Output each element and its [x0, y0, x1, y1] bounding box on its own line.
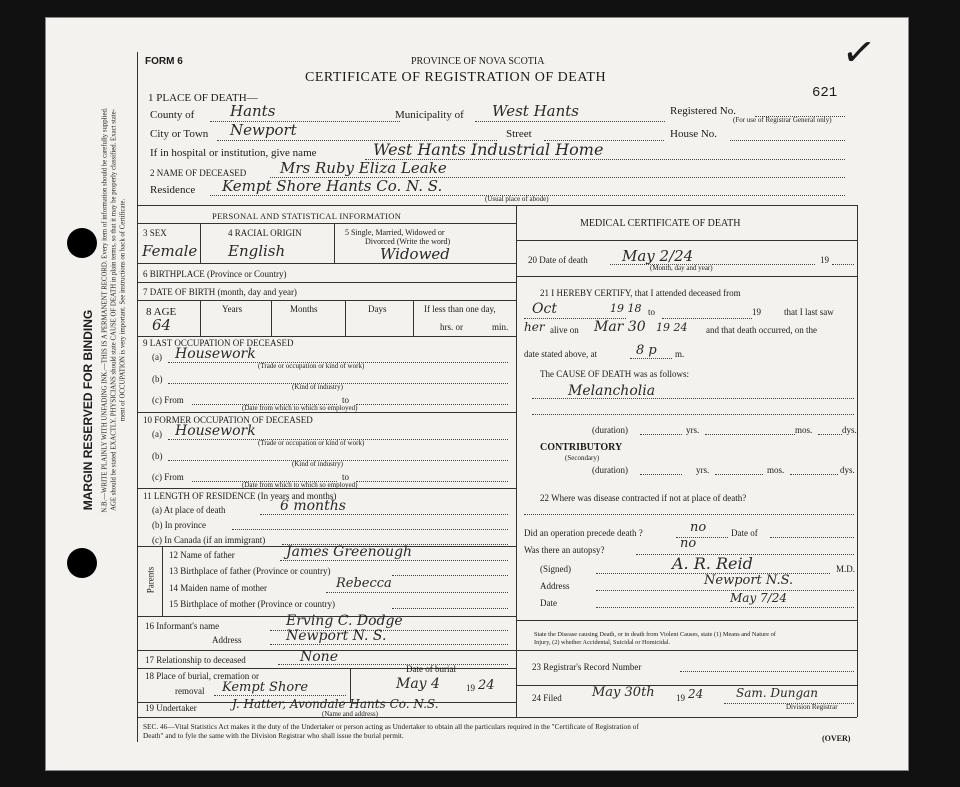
residence-note: (Usual place of abode)	[485, 195, 549, 203]
last-saw-label: that I last saw	[784, 307, 834, 317]
cause-label: The CAUSE OF DEATH was as follows:	[540, 369, 689, 379]
alive-label: alive on	[550, 325, 579, 335]
residence-length-a: (a) At place of death	[152, 505, 226, 515]
cause-dys-label: dys.	[842, 425, 857, 435]
page-title: CERTIFICATE OF REGISTRATION OF DEATH	[305, 70, 607, 85]
informant-address-label: Address	[212, 635, 242, 645]
autopsy-value: no	[680, 536, 697, 551]
sex-label: 3 SEX	[143, 228, 167, 238]
days-label: Days	[368, 304, 387, 314]
race-label: 4 RACIAL ORIGIN	[228, 228, 302, 238]
cause-duration-label: (duration)	[592, 425, 628, 435]
marital-label-2: Divorced (Write the word)	[365, 237, 451, 246]
former-occ-a: (a)	[152, 429, 162, 439]
filed-year-prefix: 19	[676, 693, 685, 703]
mother-bp-label: 15 Birthplace of mother (Province or country)	[169, 599, 335, 609]
certify-label: 21 I HEREBY CERTIFY, that I attended deceased from	[540, 288, 741, 298]
operation-label: Did an operation precede death ?	[524, 528, 643, 538]
alive-year: 19 24	[656, 321, 688, 334]
contrib-dys-label: dys.	[840, 465, 855, 475]
q22-label: 22 Where was disease contracted if not at place of death?	[540, 493, 747, 503]
relationship-value: None	[300, 649, 338, 665]
min-label: min.	[492, 322, 509, 332]
race-value: English	[228, 242, 286, 260]
informant-label: 16 Informant's name	[145, 621, 220, 631]
relationship-label: 17 Relationship to deceased	[145, 655, 246, 665]
street-label: Street	[506, 128, 532, 140]
operation-value: no	[690, 520, 707, 535]
province-label: PROVINCE OF NOVA SCOTIA	[411, 56, 545, 67]
former-occ-a-note: (Trade or occupation or kind of work)	[258, 439, 365, 447]
name-value: Mrs Ruby Eliza Leake	[280, 159, 447, 177]
informant-address-value: Newport N. S.	[286, 628, 387, 644]
alive-value: Mar 30	[594, 319, 646, 335]
months-label: Months	[290, 304, 318, 314]
filed-label: 24 Filed	[532, 693, 562, 703]
house-label: House No.	[670, 128, 718, 140]
burial-year-value: 24	[478, 678, 495, 693]
place-heading: 1 PLACE OF DEATH—	[148, 92, 258, 104]
city-label: City or Town	[150, 128, 209, 140]
attended-from-value: Oct	[532, 301, 557, 317]
years-label: Years	[222, 304, 243, 314]
registered-label: Registered No.	[670, 105, 736, 117]
burial-label-1: 18 Place of burial, cremation or	[145, 671, 259, 681]
last-occ-a-value: Housework	[175, 346, 256, 362]
mother-label: 14 Maiden name of mother	[169, 583, 267, 593]
mother-value: Rebecca	[336, 576, 392, 591]
contributory-label: CONTRIBUTORY	[540, 442, 623, 453]
county-label: County of	[150, 109, 195, 121]
father-bp-label: 13 Birthplace of father (Province or country)	[169, 566, 331, 576]
last-occ-a-note: (Trade or occupation or kind of work)	[258, 362, 365, 370]
informant-value: Erving C. Dodge	[286, 613, 403, 629]
residence-length-b: (b) In province	[152, 520, 206, 530]
age-value: 64	[152, 316, 172, 334]
father-label: 12 Name of father	[169, 550, 235, 560]
undertaker-value: J. Hatter, Avondale Hants Co. N.S.	[232, 697, 439, 711]
cause-value: Melancholia	[568, 383, 656, 399]
last-occ-c: (c) From	[152, 395, 184, 405]
residence-length-c: (c) In Canada (if an immigrant)	[152, 535, 266, 545]
birthplace-label: 6 BIRTHPLACE (Province or Country)	[143, 269, 287, 279]
med-address-value: Newport N.S.	[704, 573, 794, 588]
cause-mos-label: mos.	[795, 425, 813, 435]
residence-length-heading: 11 LENGTH OF RESIDENCE (In years and months)	[143, 491, 337, 501]
personal-heading: PERSONAL AND STATISTICAL INFORMATION	[212, 211, 402, 221]
last-occ-c-note: (Date from which to which so employed)	[242, 404, 358, 412]
last-occ-b-note: (Kind of industry)	[292, 383, 343, 391]
sec-note-2: Death" and to fyle the same with the Division Registrar who shall issue the burial permit.	[143, 731, 404, 740]
former-occ-c: (c) From	[152, 472, 184, 482]
death-year-prefix: 19	[820, 255, 829, 265]
municipality-value: West Hants	[492, 102, 579, 120]
contrib-yrs-label: yrs.	[696, 465, 710, 475]
death-time-value: 8 p	[636, 343, 657, 358]
undertaker-note: (Name and address)	[322, 710, 378, 718]
former-occ-heading: 10 FORMER OCCUPATION OF DECEASED	[143, 415, 313, 425]
date-stated-label: date stated above, at	[524, 349, 597, 359]
med-address-label: Address	[540, 581, 570, 591]
secondary-label: (Secondary)	[565, 454, 600, 462]
margin-note-3: ment of OCCUPATION is very important. See instructions on back of Certificate.	[119, 198, 127, 422]
margin-reserved-label: MARGIN RESERVED FOR BINDING	[81, 309, 95, 511]
margin-note-2: AGE should be stated EXACTLY. PHYSICIANS should state CAUSE OF DEATH in plain terms, so that it may be properly classified. Exact state-	[110, 109, 118, 511]
hospital-label: If in hospital or institution, give name	[150, 147, 317, 159]
contrib-mos-label: mos.	[767, 465, 785, 475]
state-note-2: Injury, (2) whether Accidental, Suicidal or Homicidal.	[534, 639, 671, 646]
registered-note: (For use of Registrar General only)	[733, 116, 832, 124]
sec-note-1: SEC. 46—Vital Statistics Act makes it the duty of the Undertaker or person acting as Undertaker to obtain all the particulars required in the "Certificate of Registration of	[143, 722, 639, 731]
burial-date-label: Date of burial	[406, 664, 456, 674]
sex-value: Female	[142, 242, 198, 260]
burial-place-value: Kempt Shore	[222, 680, 309, 695]
residence-label: Residence	[150, 184, 196, 196]
name-label: 2 NAME OF DECEASED	[150, 168, 247, 178]
former-occ-c-note: (Date from which to which so employed)	[242, 481, 358, 489]
check-mark: ✓	[838, 27, 879, 79]
burial-year-prefix: 19	[466, 683, 475, 693]
dob-label: 7 DATE OF BIRTH (month, day and year)	[143, 287, 297, 297]
binding-hole	[67, 548, 97, 578]
attended-from-year: 19 18	[610, 302, 642, 315]
residence-length-a-value: 6 months	[280, 498, 346, 514]
last-occ-to: to	[342, 395, 350, 405]
cause-yrs-label: yrs.	[686, 425, 700, 435]
her-value: her	[524, 320, 545, 334]
marital-label-1: 5 Single, Married, Widowed or	[345, 228, 445, 237]
registered-number: 621	[812, 85, 838, 101]
signed-value: A. R. Reid	[672, 554, 753, 573]
medical-heading: MEDICAL CERTIFICATE OF DEATH	[580, 218, 741, 229]
registrar-note: Division Registrar	[786, 703, 838, 711]
form-number: FORM 6	[145, 56, 183, 67]
signed-label: (Signed)	[540, 564, 571, 574]
over-label: (OVER)	[822, 734, 851, 743]
last-occ-heading: 9 LAST OCCUPATION OF DECEASED	[143, 338, 294, 348]
attended-to-prefix: 19	[752, 307, 761, 317]
autopsy-label: Was there an autopsy?	[524, 545, 605, 555]
marital-value: Widowed	[380, 245, 450, 263]
m-label: m.	[675, 349, 685, 359]
lt-day-label: If less than one day,	[424, 304, 496, 314]
former-occ-b-note: (Kind of industry)	[292, 460, 343, 468]
med-date-value: May 7/24	[730, 591, 787, 605]
death-date-value: May 2/24	[622, 247, 694, 265]
attended-to-label: to	[648, 307, 656, 317]
last-occ-b: (b)	[152, 374, 163, 384]
md-label: M.D.	[836, 564, 856, 574]
contrib-duration-label: (duration)	[592, 465, 628, 475]
municipality-label: Municipality of	[395, 109, 464, 121]
med-date-label: Date	[540, 598, 557, 608]
binding-hole	[67, 228, 97, 258]
age-label: 8 AGE	[146, 306, 177, 318]
filed-value: May 30th	[592, 685, 655, 700]
county-value: Hants	[230, 102, 276, 120]
death-date-note: (Month, day and year)	[650, 264, 713, 272]
father-value: James Greenough	[286, 544, 413, 560]
residence-value: Kempt Shore Hants Co. N. S.	[222, 177, 443, 195]
record-number-label: 23 Registrar's Record Number	[532, 662, 642, 672]
former-occ-b: (b)	[152, 451, 163, 461]
last-occ-a: (a)	[152, 352, 162, 362]
registrar-signature: Sam. Dungan	[736, 686, 819, 700]
former-occ-to: to	[342, 472, 350, 482]
burial-label-2: removal	[175, 686, 205, 696]
burial-date-value: May 4	[396, 676, 440, 692]
state-note-1: State the Disease causing Death, or in death from Violent Causes, state (1) Means and Nature of	[534, 631, 776, 638]
undertaker-label: 19 Undertaker	[145, 703, 197, 713]
operation-date-label: Date of	[731, 528, 758, 538]
hrs-label: hrs. or	[440, 322, 463, 332]
former-occ-a-value: Housework	[175, 423, 256, 439]
city-value: Newport	[230, 121, 297, 139]
occurred-label: and that death occurred, on the	[706, 325, 817, 335]
margin-note-1: N.B.—WRITE PLAINLY WITH UNFADING INK.—THIS IS A PERMANENT RECORD. Every item of information should be carefully supplied.	[101, 107, 109, 513]
death-date-label: 20 Date of death	[528, 255, 588, 265]
hospital-value: West Hants Industrial Home	[373, 140, 604, 159]
filed-year-value: 24	[688, 687, 704, 701]
parents-side-label: Parents	[145, 566, 156, 594]
